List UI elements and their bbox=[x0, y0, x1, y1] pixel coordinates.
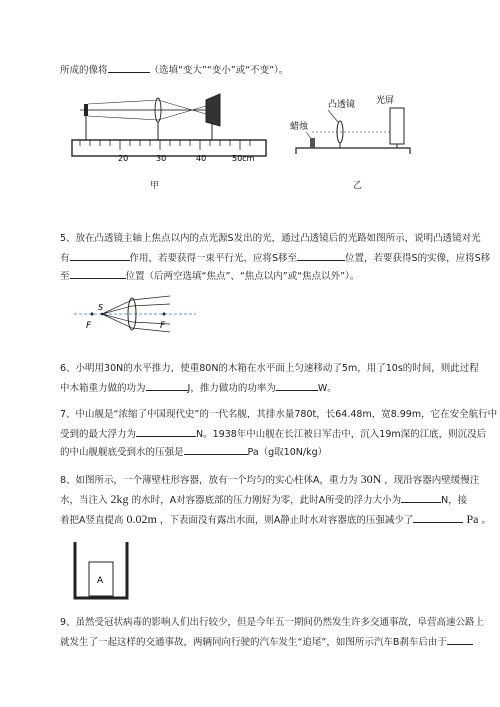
q5-line3 bbox=[60, 268, 359, 284]
q9-line2 bbox=[60, 634, 473, 650]
q8-l2c: N，接 bbox=[441, 495, 468, 506]
q7-l3b: Pa（g取10N/kg） bbox=[247, 447, 328, 458]
figure-container bbox=[72, 540, 132, 602]
q8-l3a: 着把A竖直提高 bbox=[60, 515, 124, 526]
q8-line2 bbox=[60, 492, 467, 508]
q8-lift: 0.02m bbox=[126, 512, 157, 526]
q5-line1: 5、放在凸透镜主轴上焦点以内的点光源S发出的光，通过凸透镜后的光路如图所示，说明凸透镜对光 bbox=[60, 233, 481, 244]
screen bbox=[206, 94, 220, 126]
q7-line3 bbox=[60, 444, 327, 460]
q6-l2a: 中木箱重力做的功为 bbox=[60, 383, 146, 394]
q5-l2a: 有 bbox=[60, 253, 70, 264]
q9-l2: 就发生了一起这样的交通事故，两辆同向行驶的汽车发生“追尾”，如图所示汽车B刹车后由于 bbox=[60, 637, 447, 648]
top-line bbox=[60, 62, 288, 78]
source-s bbox=[101, 313, 104, 316]
caption-jia: 甲 bbox=[150, 181, 160, 191]
tick-50cm: 50cm bbox=[232, 154, 255, 163]
screen-label: 光屏 bbox=[376, 96, 395, 106]
q7-l3a: 的中山舰舰底受到水的压强是 bbox=[60, 447, 184, 458]
q5-blank3[interactable] bbox=[70, 268, 126, 279]
q5-line2 bbox=[60, 250, 490, 266]
q8-l1b: ，现沿容器内壁缓慢注 bbox=[384, 475, 480, 486]
q5-l3a: 至 bbox=[60, 271, 70, 282]
q6-l2b: J，推力做功的功率为 bbox=[187, 383, 276, 394]
q8-blank2[interactable] bbox=[413, 512, 463, 523]
q5-l2b: 作用，若要获得一束平行光，应将S移至 bbox=[129, 253, 298, 264]
figure-jia bbox=[70, 92, 270, 172]
candle bbox=[310, 138, 315, 148]
q8-line3 bbox=[60, 512, 491, 528]
answer-blank[interactable] bbox=[108, 62, 150, 73]
q7-l2b: N。1938年中山舰在长江被日军击中，沉入19m深的江底，则沉没后 bbox=[196, 429, 487, 440]
base bbox=[296, 148, 410, 154]
q8-l2a: 水，当注入 bbox=[60, 495, 108, 506]
figure-yi bbox=[290, 92, 430, 172]
q5-l3b: 位置（后两空选填“焦点”、“焦点以内”或“焦点以外”）。 bbox=[125, 271, 360, 282]
q7-blank1[interactable] bbox=[136, 426, 196, 437]
q6-blank1[interactable] bbox=[146, 380, 188, 391]
focus-left bbox=[91, 313, 94, 316]
q7-line2 bbox=[60, 426, 486, 442]
candle-label: 蜡烛 bbox=[290, 122, 309, 132]
cylinder-a-label: A bbox=[97, 576, 104, 586]
q8-water-mass: 2kg bbox=[110, 492, 129, 506]
f-right-label: F bbox=[160, 321, 166, 331]
object bbox=[84, 104, 88, 116]
q9-blank1[interactable] bbox=[447, 634, 473, 645]
q8-unit-pa: Pa bbox=[466, 512, 479, 526]
light-rays bbox=[88, 100, 206, 120]
q6-blank2[interactable] bbox=[276, 380, 318, 391]
q9-line1: 9、虽然受冠状病毒的影响人们出行较少，但是今年五一期间仍然发生许多交通事故，阜营高速公路上 bbox=[60, 617, 485, 628]
q6-line1: 6、小明用30N的水平推力，使重80N的木箱在水平面上匀速移动了5m，用了10s的时间，则此过程 bbox=[60, 363, 479, 374]
ruler-ticks bbox=[80, 140, 250, 150]
top-line-text: 所成的像将 bbox=[60, 65, 108, 76]
f-left-label: F bbox=[86, 321, 92, 331]
tick-30: 30 bbox=[156, 154, 167, 163]
s-label: S bbox=[98, 303, 104, 312]
q6-line2 bbox=[60, 380, 337, 396]
top-line-after: （选填“变大”“变小”或“不变”）。 bbox=[149, 65, 289, 76]
q8-l3b: ，下表面没有露出水面，则A静止时水对容器底的压强减少了 bbox=[159, 515, 414, 526]
q7-line1: 7、中山舰是“浓缩了中国现代史”的一代名舰，其排水量780t，长64.48m，宽8.99m，它在安全航行中 bbox=[60, 409, 498, 420]
q8-l3d: 。 bbox=[481, 515, 491, 526]
q6-l2c: W。 bbox=[317, 383, 337, 394]
tick-40: 40 bbox=[196, 154, 207, 163]
q8-blank1[interactable] bbox=[401, 492, 441, 503]
q5-l2c: 位置，若要获得S的实像，应将S移 bbox=[345, 253, 491, 264]
lens-label: 凸透镜 bbox=[328, 100, 356, 110]
focus-right bbox=[163, 313, 166, 316]
figure-lens-rays bbox=[70, 290, 200, 340]
tick-20: 20 bbox=[118, 154, 129, 163]
q5-blank2[interactable] bbox=[297, 250, 345, 261]
screen-yi bbox=[390, 108, 404, 144]
q8-l1a: 8、如图所示，一个薄壁柱形容器，放有一个均匀的实心柱体A，重力为 bbox=[60, 475, 358, 486]
q5-blank1[interactable] bbox=[70, 250, 130, 261]
q7-blank2[interactable] bbox=[184, 444, 248, 455]
lens-pointer bbox=[328, 110, 338, 122]
q7-l2a: 受到的最大浮力为 bbox=[60, 429, 137, 440]
q8-line1 bbox=[60, 472, 479, 488]
caption-yi: 乙 bbox=[353, 181, 363, 191]
q8-l2b: 的水时，A对容器底部的压力刚好为零，此时A所受的浮力大小为 bbox=[131, 495, 402, 506]
q8-weight: 30N bbox=[360, 472, 382, 486]
